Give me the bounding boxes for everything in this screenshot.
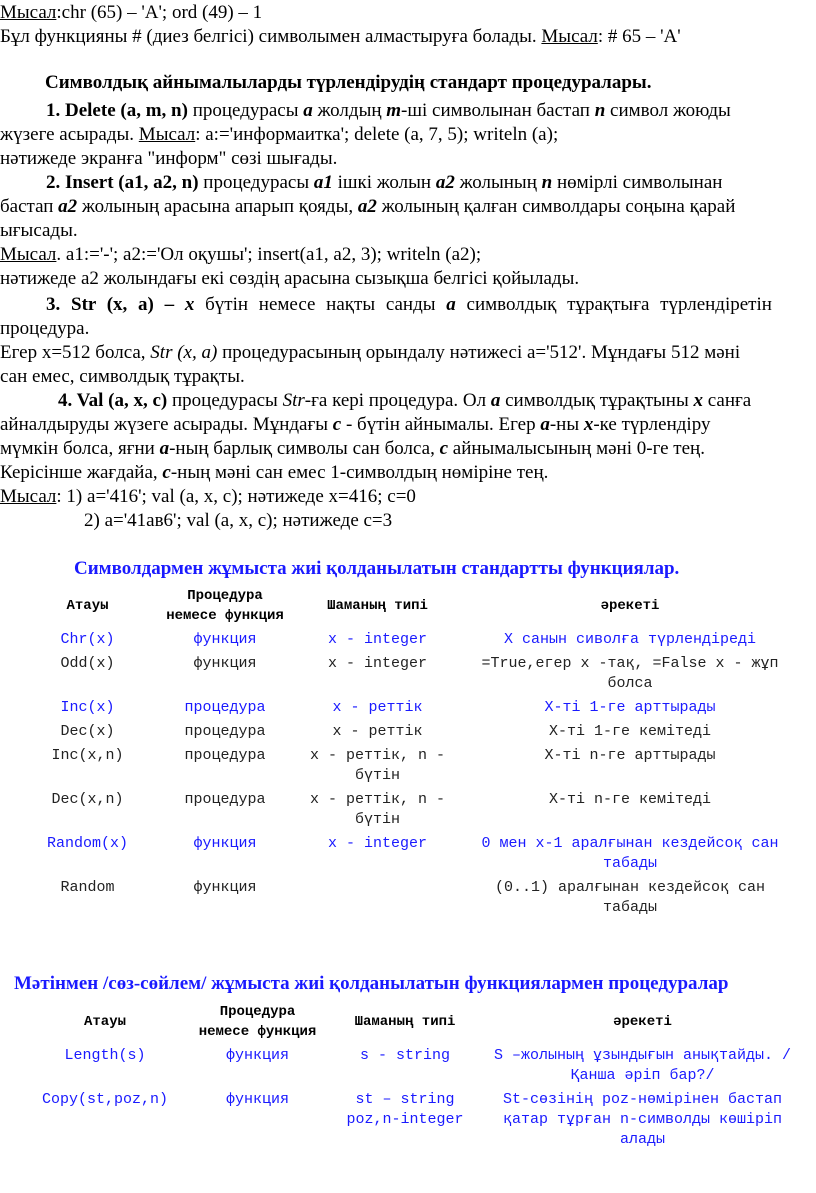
functions-table [20,584,800,920]
cell-kind: процедура [184,747,266,764]
cell-action: (0..1) аралғынан кездейсоқ сан табады [494,879,766,916]
text: процедурасының орындалу нәтижесі a='512'. Мұндағы 512 мәні [217,342,741,363]
val-line-1 [58,390,751,412]
cell-kind: функция [193,655,257,672]
var: a [490,390,501,411]
insert-result: нәтижеде a2 жолындағы екі сөздің арасына сызықша белгісі қойылады. [0,268,580,289]
cell-action: 0 мен x-1 аралғынан кездейсоқ сан табады [481,835,779,872]
insert-line-1 [46,172,722,194]
str-line-2: процедура. [0,318,90,339]
example-label: Мысал [0,486,57,507]
text: жолының қалған символдары соңына қарай [376,196,736,217]
table-row [20,744,800,788]
cell-type: x - реттік [332,699,423,716]
cell-name: Inc(x,n) [51,747,124,764]
example-text: . a1:='-'; a2:='Ол оқушы'; insert(a1, a2, 3); writeln (a2); [56,244,482,265]
text: -ға кері процедура. Ол [304,390,491,411]
str-line-1 [46,294,772,316]
cell-action: X-ті 1-ге кемітеді [548,723,712,740]
insert-line-2 [0,196,735,218]
col-action: әрекеті [613,1014,672,1030]
val-line-3 [0,438,705,460]
cell-kind: процедура [184,791,266,808]
section-title: Символдық айнымалыларды түрлендірудің стандарт процедуралары. [45,72,652,93]
var: c [439,438,449,459]
fn: Str (x, a) [150,342,218,363]
cell-type: x - реттік, n - бүтін [309,791,446,828]
str-line-4: сан емес, символдық тұрақты. [0,366,245,387]
intro-line-1 [0,2,262,24]
val-head: 4. Val (a, x, c) [58,390,168,411]
var: n [594,100,606,121]
var: a [540,414,550,435]
example-label: Мысал [0,244,57,265]
col-name: Атауы [83,1014,126,1030]
cell-type: x - реттік [332,723,423,740]
insert-line-3: ығысады. [0,220,78,241]
table-header [20,584,800,628]
text: бастап [0,196,59,217]
var: c [332,414,342,435]
text: - бүтін айнымалы. Егер [341,414,541,435]
text: Керісінше жағдайа, [0,462,163,483]
cell-name: Dec(x) [60,723,115,740]
cell-kind: процедура [184,699,266,716]
col-kind: Процедура немесе функция [166,588,284,624]
delete-line-1 [46,100,731,122]
table1-title: Символдармен жұмыста жиі қолданылатын стандартты функциялар. [74,558,680,579]
text: процедурасы [198,172,314,193]
var: x [184,294,195,315]
cell-name: Odd(x) [60,655,115,672]
cell-kind: функция [225,1091,289,1108]
text: айналдыруды жүзеге асырады. Мұндағы [0,414,333,435]
var: a [446,294,456,315]
cell-name: Chr(x) [60,631,115,648]
table-row [20,696,800,720]
var: x [583,414,594,435]
cell-kind: функция [193,835,257,852]
cell-action: S –жолының ұзындығын анықтайды. /Қанша әріп бар?/ [493,1047,792,1084]
intro-example-text: : # 65 – 'A' [597,26,681,47]
intro-text: Бұл функцияны # (диез белгісі) символымен алмастыруға болады. [0,26,542,47]
example-label: Мысал [0,2,57,23]
col-name: Атауы [66,598,109,614]
text: нөмірлі символынан [552,172,723,193]
val-line-4 [0,462,548,484]
text: жолының [454,172,542,193]
table-row [20,1044,800,1088]
table-row [20,832,800,876]
text: бүтін немесе нақты санды [194,294,447,315]
delete-head: 1. Delete (a, m, n) [46,100,188,121]
cell-action: =True,егер x -тақ, =False x - жұп болса [481,655,779,692]
cell-kind: функция [193,631,257,648]
cell-type [295,876,460,920]
insert-head: 2. Insert (a1, a2, n) [46,172,199,193]
text: символдық тұрақтыға түрлендіретін [455,294,772,315]
text: мүмкін болса, яғни [0,438,160,459]
cell-kind: процедура [184,723,266,740]
cell-type: st – string poz,n-integer [346,1091,464,1128]
col-action: әрекеті [600,598,660,614]
cell-type: x - integer [327,655,428,672]
cell-name: Random(x) [46,835,128,852]
cell-type: s - string [359,1047,450,1064]
table-row [20,628,800,652]
var: m [386,100,402,121]
text: -ке түрлендіру [593,414,711,435]
cell-name: Inc(x) [60,699,115,716]
text: -ші символынан бастап [401,100,595,121]
str-line-3 [0,342,740,364]
cell-action: X-ті 1-ге арттырады [544,699,716,716]
var: x [693,390,703,411]
cell-kind: функция [193,879,257,896]
cell-name: Length(s) [64,1047,146,1064]
table-row [20,1088,800,1152]
cell-action: X-ті n-ге кемітеді [548,791,712,808]
var: a1 [313,172,333,193]
var: n [541,172,553,193]
cell-type: x - integer [327,631,428,648]
val-example-2: 2) a='41ав6'; val (a, x, c); нәтижеде c=3 [84,510,393,531]
intro-example-text: :chr (65) – 'A'; ord (49) – 1 [56,2,263,23]
var: a2 [435,172,455,193]
example-label: Мысал [541,26,598,47]
var: c [162,462,171,483]
str-head: 3. Str (x, a) – [46,294,185,315]
text: Егер x=512 болса, [0,342,151,363]
cell-kind: функция [225,1047,289,1064]
val-example-1 [0,486,416,508]
table-row [20,720,800,744]
text: жолдың [312,100,387,121]
text-functions-table [20,1000,800,1152]
table-row [20,652,800,696]
cell-action: X санын сиволға түрлендіреді [503,631,757,648]
text: процедурасы [167,390,283,411]
text: жүзеге асырады. [0,124,139,145]
example-text: : a:='информаитка'; delete (a, 7, 5); writeln (a); [195,124,559,145]
text: -ны [549,414,584,435]
cell-type: x - реттік, n - бүтін [309,747,446,784]
cell-name: Random [60,879,115,896]
example-text: : 1) a='416'; val (a, x, c); нәтижеде x=416; c=0 [56,486,416,507]
text: -ның барлық символы сан болса, [169,438,440,459]
example-label: Мысал [138,124,196,145]
text: айнымалысының мәні 0-ге тең. [448,438,705,459]
insert-example [0,244,481,266]
col-kind: Процедура немесе функция [198,1004,317,1040]
var: a [303,100,313,121]
fn: Str [282,390,305,411]
text: символ жоюды [605,100,731,121]
table-row [20,876,800,920]
text: процедурасы [187,100,304,121]
delete-line-2 [0,124,558,146]
text: ішкі жолын [332,172,436,193]
val-line-2 [0,414,710,436]
cell-action: X-ті n-ге арттырады [544,747,716,764]
var: a [159,438,170,459]
cell-name: Dec(x,n) [51,791,124,808]
table-header [20,1000,800,1044]
text: жолының арасына апарып қояды, [77,196,358,217]
intro-line-2 [0,26,681,48]
col-type: Шаманың типі [327,598,428,614]
var: a2 [357,196,377,217]
text: символдық тұрақтыны [500,390,694,411]
cell-type: x - integer [327,835,428,852]
delete-result: нәтижеде экранға "информ" сөзі шығады. [0,148,338,169]
cell-action: St-сөзінің poz-нөмірінен бастап қатар тұрған n-символды көшіріп алады [502,1091,783,1148]
table-row [20,788,800,832]
var: a2 [58,196,78,217]
col-type: Шаманың типі [354,1014,456,1030]
text: -ның мәні сан емес 1-символдың нөміріне тең. [170,462,549,483]
text: санға [702,390,752,411]
table2-title: Мәтінмен /сөз-сөйлем/ жұмыста жиі қолданылатын функциялармен процедуралар [14,973,729,994]
cell-name: Copy(st,poz,n) [41,1091,169,1108]
